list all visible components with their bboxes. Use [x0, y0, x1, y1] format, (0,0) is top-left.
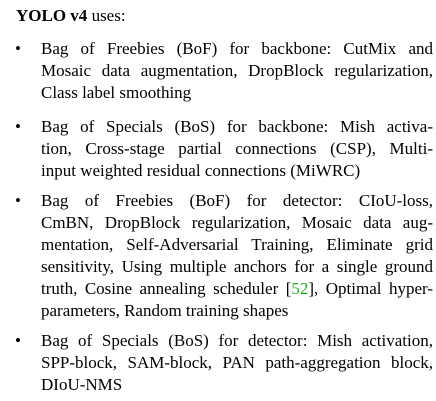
- list-item-line: SPP-block, SAM-block, PAN path-aggregation block,: [41, 353, 433, 372]
- list-item-line: tion, Cross-stage partial connections (CSP), Multi-: [41, 139, 433, 158]
- list-item-line: CmBN, DropBlock regularization, Mosaic data aug-: [41, 213, 433, 232]
- citation-link[interactable]: 52: [291, 279, 309, 298]
- bullet-icon: •: [15, 39, 21, 58]
- list-item-line: sensitivity, Using multiple anchors for a single ground: [41, 257, 433, 276]
- list-item-line: Bag of Specials (BoS) for backbone: Mish activa-: [41, 117, 433, 136]
- list-item-line: parameters, Random training shapes: [41, 301, 289, 320]
- citation-line-after: ], Optimal hyper-: [308, 279, 434, 298]
- list-item-line: Bag of Specials (BoS) for detector: Mish activation,: [41, 331, 433, 350]
- bullet-icon: •: [15, 331, 21, 350]
- list-item-line-with-citation: [41, 278, 433, 300]
- section-heading: [16, 5, 126, 27]
- bullet-icon: •: [15, 191, 21, 210]
- list-item-line: Mosaic data augmentation, DropBlock regularization,: [41, 61, 433, 80]
- list-item-line: DIoU-NMS: [41, 375, 123, 394]
- bullet-icon: •: [15, 117, 21, 136]
- list-item-line: mentation, Self-Adversarial Training, Eliminate grid: [41, 235, 433, 254]
- list-item-line: Bag of Freebies (BoF) for backbone: CutMix and: [41, 39, 433, 58]
- citation-line-before: truth, Cosine annealing scheduler [: [41, 279, 292, 298]
- list-item-line: Bag of Freebies (BoF) for detector: CIoU-loss,: [41, 191, 433, 210]
- list-item-line: input weighted residual connections (MiWRC): [41, 161, 361, 180]
- heading-rest: uses:: [87, 6, 126, 25]
- list-item-line: Class label smoothing: [41, 83, 192, 102]
- heading-bold: YOLO v4: [16, 6, 88, 25]
